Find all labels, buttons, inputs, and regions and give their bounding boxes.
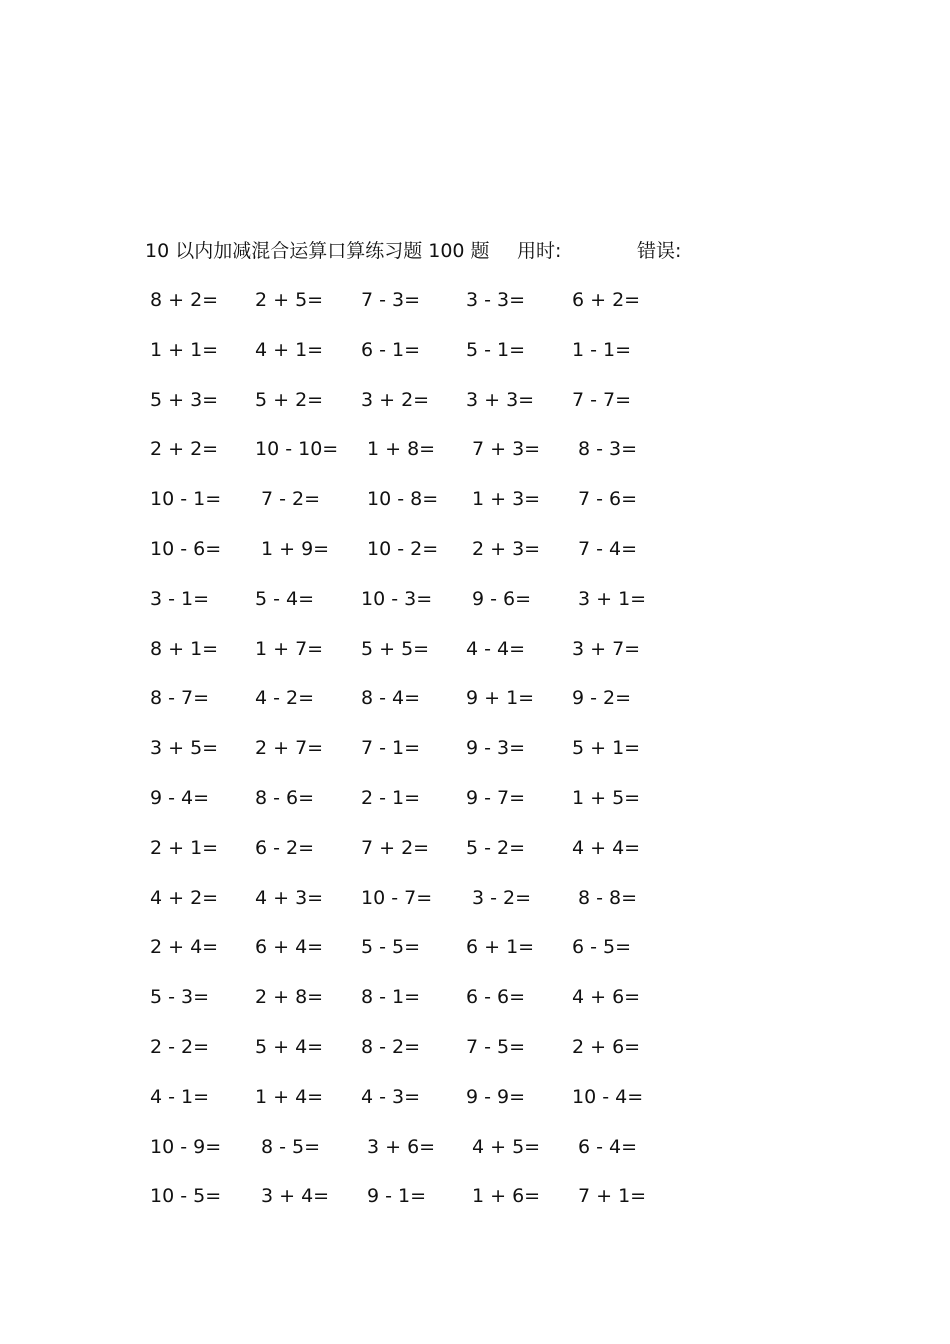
problem-cell: 7 - 4= — [578, 538, 638, 560]
problem-cell: 8 - 3= — [578, 438, 638, 461]
problem-cell: 2 + 1= — [150, 836, 219, 859]
problem-row — [150, 584, 710, 614]
problem-cell: 8 + 1= — [150, 637, 219, 660]
problem-row — [150, 783, 710, 813]
problem-cell: 2 + 6= — [572, 1036, 641, 1058]
problem-cell: 4 - 2= — [255, 687, 315, 710]
problem-cell: 2 + 5= — [255, 289, 324, 311]
problem-cell: 7 + 1= — [578, 1185, 647, 1208]
problem-row — [150, 335, 710, 365]
problem-cell: 9 - 2= — [572, 687, 632, 710]
problem-cell: 10 - 2= — [367, 538, 439, 560]
problem-cell: 10 - 9= — [150, 1135, 222, 1158]
problem-cell: 4 - 4= — [466, 637, 526, 660]
problem-cell: 6 + 1= — [466, 936, 535, 959]
problem-row — [150, 683, 710, 713]
problem-cell: 3 - 3= — [466, 289, 526, 311]
problem-cell: 10 - 3= — [361, 587, 433, 610]
problem-cell: 8 - 2= — [361, 1036, 421, 1058]
problem-cell: 5 + 2= — [255, 388, 324, 411]
problem-cell: 7 - 6= — [578, 488, 638, 511]
problem-cell: 5 + 3= — [150, 388, 219, 411]
problem-cell: 7 - 5= — [466, 1036, 526, 1058]
problem-row — [150, 883, 710, 913]
problem-cell: 9 - 4= — [150, 787, 210, 809]
problem-cell: 3 + 3= — [466, 388, 535, 411]
problem-cell: 8 - 7= — [150, 687, 210, 710]
problem-cell: 9 - 9= — [466, 1085, 526, 1108]
problem-cell: 1 + 8= — [367, 438, 436, 461]
problem-cell: 2 + 7= — [255, 737, 324, 760]
problem-cell: 3 + 4= — [261, 1185, 330, 1208]
problem-cell: 4 + 3= — [255, 886, 324, 909]
problem-cell: 3 - 2= — [472, 886, 532, 909]
problem-cell: 6 - 6= — [466, 986, 526, 1009]
problem-cell: 5 - 3= — [150, 986, 210, 1009]
problem-cell: 6 - 2= — [255, 836, 315, 859]
problem-cell: 10 - 10= — [255, 438, 339, 461]
problem-cell: 7 - 3= — [361, 289, 421, 311]
problem-cell: 5 - 5= — [361, 936, 421, 959]
problem-cell: 3 + 5= — [150, 737, 219, 760]
worksheet-title: 10 以内加减混合运算口算练习题 100 题 — [145, 240, 490, 262]
problem-cell: 5 + 4= — [255, 1036, 324, 1058]
problem-cell: 1 + 1= — [150, 338, 219, 361]
problem-cell: 1 + 3= — [472, 488, 541, 511]
problem-row — [150, 634, 710, 664]
problem-cell: 4 - 1= — [150, 1085, 210, 1108]
problem-cell: 10 - 5= — [150, 1185, 222, 1208]
problem-cell: 4 + 5= — [472, 1135, 541, 1158]
problem-cell: 5 + 5= — [361, 637, 430, 660]
problem-row — [150, 484, 710, 514]
problem-cell: 4 + 4= — [572, 836, 641, 859]
problem-cell: 7 - 2= — [261, 488, 321, 511]
problem-cell: 9 - 6= — [472, 587, 532, 610]
problem-cell: 10 - 1= — [150, 488, 222, 511]
problem-cell: 2 - 1= — [361, 787, 421, 809]
problem-cell: 8 - 6= — [255, 787, 315, 809]
problem-cell: 7 - 1= — [361, 737, 421, 760]
problem-cell: 5 - 1= — [466, 338, 526, 361]
problem-cell: 10 - 8= — [367, 488, 439, 511]
problem-row — [150, 982, 710, 1012]
problem-cell: 2 + 2= — [150, 438, 219, 461]
problem-cell: 10 - 4= — [572, 1085, 644, 1108]
problem-cell: 2 + 4= — [150, 936, 219, 959]
problem-cell: 9 - 1= — [367, 1185, 427, 1208]
problem-row — [150, 285, 710, 315]
problem-cell: 6 - 4= — [578, 1135, 638, 1158]
problem-row — [150, 733, 710, 763]
problem-cell: 5 - 2= — [466, 836, 526, 859]
problem-cell: 4 + 2= — [150, 886, 219, 909]
problem-cell: 4 + 1= — [255, 338, 324, 361]
problem-cell: 8 - 5= — [261, 1135, 321, 1158]
problem-cell: 4 + 6= — [572, 986, 641, 1009]
problem-cell: 2 + 8= — [255, 986, 324, 1009]
problem-row — [150, 833, 710, 863]
problem-cell: 3 + 1= — [578, 587, 647, 610]
problem-cell: 1 - 1= — [572, 338, 632, 361]
problem-cell: 3 - 1= — [150, 587, 210, 610]
problem-cell: 8 - 1= — [361, 986, 421, 1009]
problem-row — [150, 434, 710, 464]
problem-row — [150, 1181, 710, 1211]
problem-cell: 8 - 8= — [578, 886, 638, 909]
problem-cell: 1 + 9= — [261, 538, 330, 560]
problem-cell: 3 + 7= — [572, 637, 641, 660]
problem-cell: 8 - 4= — [361, 687, 421, 710]
problem-cell: 6 + 4= — [255, 936, 324, 959]
problem-cell: 1 + 6= — [472, 1185, 541, 1208]
problem-cell: 5 + 1= — [572, 737, 641, 760]
problem-cell: 10 - 6= — [150, 538, 222, 560]
problem-cell: 1 + 5= — [572, 787, 641, 809]
problem-cell: 1 + 4= — [255, 1085, 324, 1108]
problem-cell: 3 + 6= — [367, 1135, 436, 1158]
problem-cell: 9 - 7= — [466, 787, 526, 809]
problem-row — [150, 1132, 710, 1162]
problem-cell: 9 - 3= — [466, 737, 526, 760]
problem-cell: 4 - 3= — [361, 1085, 421, 1108]
problem-row — [150, 534, 710, 564]
problem-row — [150, 932, 710, 962]
errors-label: 错误: — [637, 240, 682, 262]
problem-cell: 8 + 2= — [150, 289, 219, 311]
problem-cell: 3 + 2= — [361, 388, 430, 411]
problem-cell: 6 - 1= — [361, 338, 421, 361]
problem-cell: 1 + 7= — [255, 637, 324, 660]
problem-row — [150, 385, 710, 415]
problem-cell: 6 - 5= — [572, 936, 632, 959]
problem-row — [150, 1082, 710, 1112]
problem-cell: 5 - 4= — [255, 587, 315, 610]
problem-cell: 6 + 2= — [572, 289, 641, 311]
problem-cell: 9 + 1= — [466, 687, 535, 710]
problem-cell: 2 + 3= — [472, 538, 541, 560]
problem-cell: 10 - 7= — [361, 886, 433, 909]
problem-cell: 2 - 2= — [150, 1036, 210, 1058]
problem-cell: 7 + 2= — [361, 836, 430, 859]
problem-cell: 7 - 7= — [572, 388, 632, 411]
problem-cell: 7 + 3= — [472, 438, 541, 461]
timer-label: 用时: — [517, 240, 562, 262]
problem-row — [150, 1032, 710, 1062]
